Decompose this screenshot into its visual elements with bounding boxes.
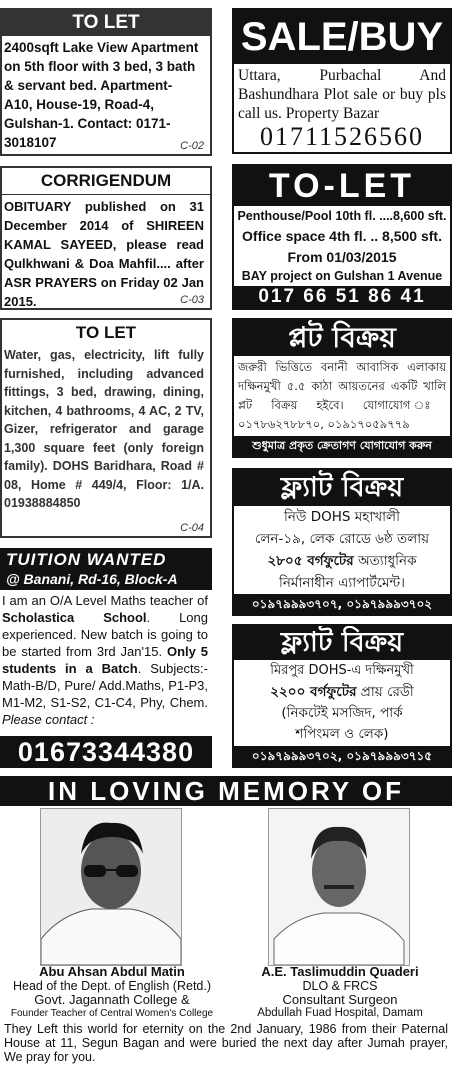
flat-sale-2-line-2 [234, 681, 450, 703]
tuition-title-location: @ Banani, Rd-16, Block-A [6, 571, 178, 587]
memorial-ad [0, 776, 452, 1066]
corrigendum-title: CORRIGENDUM [2, 168, 210, 195]
person-silhouette-icon [269, 809, 409, 965]
tuition-text-3: . Subjects:- Math-B/D, Pure/ Add.Maths, P1-P3, M1-M2, S1-S2, C1-C4, Phy, Chem. [2, 661, 208, 710]
sale-buy-ad [232, 8, 452, 154]
tuition-contact-label: Please contact : [2, 712, 95, 727]
person-2-line-1: DLO & FRCS [302, 979, 378, 993]
person-silhouette-icon [41, 809, 181, 965]
memorial-person-2 [228, 964, 452, 1020]
tuition-school: Scholastica School [2, 610, 147, 625]
flat-sale-2-line-3: (নিকটেই মসজিদ, পার্ক [281, 705, 403, 721]
tolet-ad-3-line-4: BAY project on Gulshan 1 Avenue [241, 269, 443, 283]
flat-sale-1-size-desc: অত্যাধুনিক [353, 553, 417, 569]
flat-sale-ad-2 [232, 624, 452, 768]
tuition-batch: Only 5 students in a Batch [2, 644, 208, 676]
flat-sale-ad-1 [232, 468, 452, 616]
memorial-person-1 [0, 964, 224, 1020]
person-2-line-2: Consultant Surgeon [282, 992, 398, 1007]
tolet-ad-3 [232, 164, 452, 310]
tolet-ad-2 [0, 318, 212, 538]
person-1-line-1: Head of the Dept. of English (Retd.) [12, 979, 212, 993]
tolet-ad-3-title: TO-LET [234, 166, 450, 206]
flat-sale-2-size: ২২০০ বর্গফুটের [270, 684, 357, 700]
tolet-ad-3-phone: 017 66 51 86 41 [234, 286, 450, 308]
flat-sale-1-line-2: লেন-১৯, লেক রোডে ৬ষ্ঠ তলায় [254, 531, 430, 547]
tolet-ad-2-title: TO LET [75, 323, 137, 342]
memorial-photo-2 [268, 808, 410, 966]
tolet-ad-3-line-2: Office space 4th fl. .. 8,500 sft. [242, 228, 442, 244]
tuition-text-2: . Long experienced. New batch is going to be started from 3rd Jan'15. [2, 610, 208, 659]
flat-sale-1-line-1: নিউ DOHS মহাখালী [284, 509, 400, 525]
person-1-name: Abu Ahsan Abdul Matin [39, 964, 185, 979]
plot-sale-body: জরুরী ভিত্তিতে বনানী আবাসিক এলাকায় দক্ষিনমুখী ৫.৫ কাঠা আয়তনের একটি খালি প্লট বিক্রয় হইবে। যোগাযোগ ঃ ০১৭৮৬২৭৮৮৭০, ০১৯১৭০৫৯৭৭৯ [238, 360, 446, 431]
tolet-ad-2-code: C-04 [180, 522, 204, 534]
flat-sale-2-size-desc: প্রায় রেডী [356, 684, 414, 700]
flat-sale-2-title: ফ্ল্যাট বিক্রয় [234, 626, 450, 660]
tolet-ad-1 [0, 8, 212, 156]
flat-sale-2-phone: ০১৯৭৯৯৯৩৭০২, ০১৯৭৯৯৯৩৭১৫ [234, 746, 450, 766]
tolet-ad-1-body: 2400sqft Lake View Apartment on 5th floor with 3 bed, 3 bath & servant bed. Apartment- A10, House-19, Road-4, Gulshan-1. Contact: 0171-3018107 [4, 40, 199, 150]
plot-sale-footer: শুধুমাত্র প্রকৃত ক্রেতাগণ যোগাযোগ করুন [234, 436, 450, 456]
tolet-ad-2-body: Water, gas, electricity, lift fully furnished, including advanced fittings, 3 bed, drawing, dining, kitchen, 4 bathrooms, 4 AC, 2 TV, Gizer, refrigerator and garage 1,300 square feet (only foreign family). DOHS Baridhara, Road # 08, Home # 449/4, Floor: 1/A. 01938884850 [4, 348, 204, 510]
corrigendum-ad [0, 166, 212, 310]
tolet-ad-1-title: TO LET [2, 10, 210, 36]
tuition-body [0, 590, 212, 728]
person-1-line-2: Govt. Jagannath College & [34, 992, 190, 1007]
plot-sale-ad [232, 318, 452, 458]
sale-buy-phone: 01711526560 [259, 122, 425, 151]
tuition-title-main: TUITION WANTED [6, 550, 167, 569]
flat-sale-2-line-1: মিরপুর DOHS-এ দক্ষিনমুখী [270, 663, 414, 678]
flat-sale-2-line-4: শপিংমল ও লেক) [295, 726, 389, 742]
person-2-name: A.E. Taslimuddin Quaderi [261, 964, 419, 979]
tolet-ad-3-line-3: From 01/03/2015 [287, 249, 397, 265]
tolet-ad-3-line-1: Penthouse/Pool 10th fl. ....8,600 sft. [237, 209, 447, 223]
flat-sale-1-line-4: নির্মানাধীন এ্যাপার্টমেন্ট। [279, 575, 405, 591]
memorial-footer: They Left this world for eternity on the 2nd January, 1986 from their Paternal House at 11, Segun Bagan and were buried the next day after Jumah prayer, We pray for you. [4, 1022, 448, 1064]
flat-sale-1-title: ফ্ল্যাট বিক্রয় [234, 470, 450, 506]
tuition-phone: 01673344380 [0, 736, 212, 768]
corrigendum-body: OBITUARY published on 31 December 2014 of SHIREEN KAMAL SAYEED, please read Qulkhwani & Doa Mahfil.... after ASR PRAYERS on Friday 02 Jan 2015. [4, 199, 204, 309]
person-2-line-3: Abdullah Fuad Hospital, Damam [257, 1007, 423, 1019]
memorial-title: IN LOVING MEMORY OF [0, 776, 452, 806]
tolet-ad-1-code: C-02 [180, 140, 204, 152]
flat-sale-1-phone: ০১৯৭৯৯৯৩৭০৭, ০১৯৭৯৯৯৩৭০২ [234, 594, 450, 614]
person-1-line-3: Founder Teacher of Central Women's College [10, 1008, 214, 1019]
flat-sale-1-line-3 [234, 550, 450, 572]
tuition-text-1: I am an O/A Level Maths teacher of [2, 593, 208, 608]
sale-buy-body: Uttara, Purbachal And Bashundhara Plot sale or buy pls call us. Property Bazar [238, 67, 446, 122]
memorial-photo-1 [40, 808, 182, 966]
tuition-ad [0, 548, 212, 768]
corrigendum-code: C-03 [180, 294, 204, 306]
plot-sale-title: প্লট বিক্রয় [234, 320, 450, 356]
sale-buy-title: SALE/BUY [234, 10, 450, 64]
flat-sale-1-size: ২৮০৫ বর্গফুটের [267, 553, 354, 569]
tuition-title [0, 548, 212, 590]
